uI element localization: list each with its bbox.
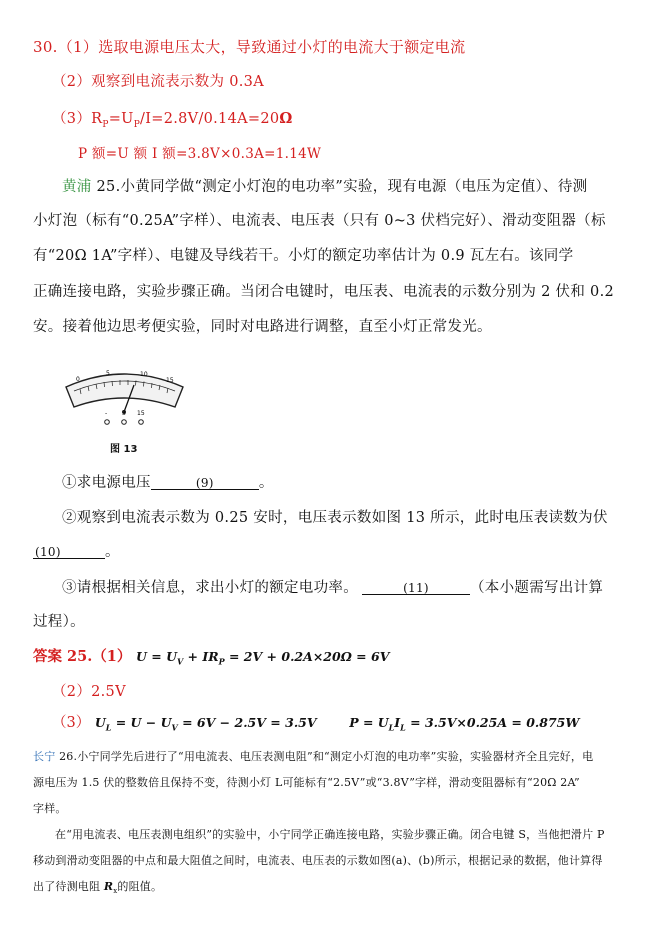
answer-blank-9[interactable]: (9) [151,477,259,490]
q26-line6-a: 出了待测电阻 [33,880,104,893]
q25-para-line5 [33,320,492,335]
q25-para-line2 [33,214,606,229]
answer30-line3-b: =U [108,111,134,127]
answer25-part3-label: （3） [52,715,91,731]
q26-line2 [33,777,580,788]
answer25-formula3 [349,715,580,733]
q25-sub3-cont [33,615,85,630]
meter-tick-label: 15 [166,377,174,384]
answer25-line1 [33,650,389,666]
f3-sub: L [388,722,395,733]
q25-sub3-text: ③请根据相关信息，求出小灯的额定电功率。 [62,580,358,596]
q25-para-line1 [62,180,587,195]
f1-b: + IR [183,649,219,664]
q25-sub1-text: ①求电源电压 [62,475,151,491]
answer30-line2 [52,75,264,90]
q26-line6-sub: x [113,887,118,896]
answer-blank-10[interactable]: (10) [33,546,105,559]
q25-sub3-end: （本小题需写出计算 [470,580,604,596]
meter-tick-label: 10 [140,371,148,378]
answer30-line1-text: 30.（1）选取电源电压太大，导致通过小灯的电流大于额定电流 [33,38,466,56]
answer25-line3 [52,716,579,732]
q25-sub3 [62,581,603,596]
q25-para-line3 [33,249,573,264]
answer30-line2-text: （2）观察到电流表示数为 0.3A [52,74,264,90]
voltmeter-icon [62,367,187,427]
f1-sub: V [176,656,184,667]
q26-line3-text: 字样。 [33,802,67,815]
q25-sub2 [62,511,608,526]
q26-line4 [55,829,605,840]
q26-line5 [33,855,603,866]
answer30-line3-c: /I=2.8V/0.14A=20 [140,111,280,127]
meter-tick-label: 5 [106,370,110,377]
answer25-part2: （2）2.5V [52,684,126,700]
f2-sub2: V [171,722,178,733]
answer25-formula1 [135,649,390,667]
answer25-label: 答案 25.（1） [33,648,132,665]
q25-sub1-end: 。 [258,475,274,491]
answer30-line3-sub2: P [133,119,141,130]
q26-line6-b: 的阻值。 [117,880,163,893]
q25-sub2-end: 。 [105,544,120,560]
q25-sub1 [62,476,274,491]
f3-b: I [394,715,401,730]
f2-b: = U − U [111,715,172,730]
q26-line6-r: R [103,880,114,893]
meter-terminal-label: 15 [137,410,145,417]
q25-para1-d: 正确连接电路，实验步骤正确。当闭合电键时，电压表、电流表的示数分别为 2 伏和 0.2 [33,284,615,300]
figure-caption: 图 13 [110,444,138,455]
f1-sub2: P [218,656,225,667]
q26-line4-text: 在“用电流表、电压表测电组织”的实验中，小宁同学正确连接电路，实验步骤正确。闭合电键 S，当他把滑片 P [55,828,605,841]
answer30-line3 [52,112,293,130]
q25-sub2-text: ②观察到电流表示数为 0.25 安时，电压表示数如图 13 所示，此时电压表读数为伏 [62,510,608,526]
f2-c: = 6V − 2.5V = 3.5V [177,715,317,730]
answer30-line3-a: （3）R [52,111,103,127]
answer30-line4-text: P 额=U 额 I 额=3.8V×0.3A=1.14W [78,146,322,162]
f2-a: U [94,715,106,730]
answer30-line3-omega: Ω [279,110,293,127]
q25-sub2-cont [33,545,120,560]
meter-terminal-label: - [105,410,108,417]
q25-para1-c: 有“20Ω 1A”字样）、电键及导线若干。小灯的额定功率估计为 0.9 瓦左右。该同学 [33,248,574,264]
q26-line1-text: 26.小宁同学先后进行了“用电流表、电压表测电阻”和“测定小灯泡的电功率”实验，实验器材齐全且完好，电 [55,750,594,763]
q26-line2-text: 源电压为 1.5 伏的整数倍且保持不变，待测小灯 L可能标有“2.5V”或“3.8V”字样，滑动变阻器标有“20Ω 2A” [33,776,580,789]
q26-line6 [33,881,162,895]
f3-a: P = U [349,715,389,730]
q26-line5-text: 移动到滑动变阻器的中点和最大阻值之间时，电流表、电压表的示数如图(a)、(b)所示，根据记录的数据，他计算得 [33,854,603,867]
f1-a: U = U [135,649,177,664]
answer30-line3-sub: P [102,119,109,130]
f1-c: = 2V + 0.2A×20Ω = 6V [224,649,390,664]
q25-para1-a: 25.小黄同学做“测定小灯泡的电功率”实验，现有电源（电压为定值）、待测 [91,179,588,195]
answer25-line2 [52,685,126,700]
f3-sub2: L [400,722,406,733]
answer-blank-11[interactable]: (11) [362,582,470,595]
q25-para-line4 [33,285,614,300]
f3-c: = 3.5V×0.25A = 0.875W [405,715,580,730]
meter-terminal-label: 3 [122,410,126,417]
q26-line3 [33,803,67,814]
meter-tick-label: 0 [76,376,80,383]
answer25-formula2 [94,715,317,733]
q25-para1-b: 小灯泡（标有“0.25A”字样）、电流表、电压表（只有 0~3 伏档完好）、滑动变阻器（标 [33,213,606,229]
q25-district: 黄浦 [62,179,92,195]
q25-para1-e: 安。接着他边思考便实验，同时对电路进行调整，直至小灯正常发光。 [33,319,492,335]
q26-district: 长宁 [33,750,56,763]
answer30-line1 [33,40,465,55]
q26-line1 [33,751,593,762]
voltmeter-figure [62,367,187,431]
answer30-line4 [78,148,321,162]
f2-sub: L [105,722,112,733]
q25-sub3-b: 过程）。 [33,614,85,630]
